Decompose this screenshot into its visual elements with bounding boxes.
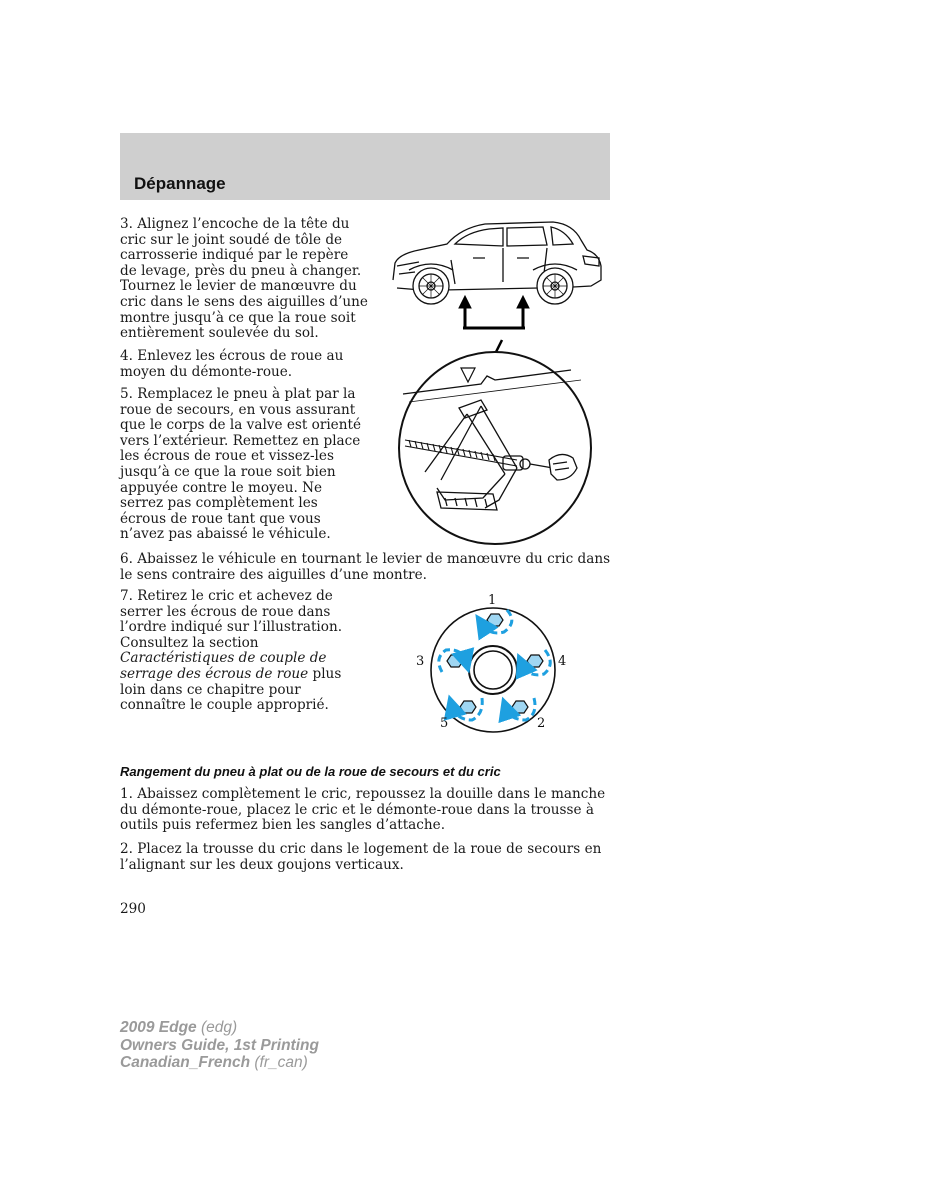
footer-line-2: Owners Guide, 1st Printing (120, 1036, 319, 1054)
storage-section-heading: Rangement du pneu à plat ou de la roue de secours et du cric (120, 764, 501, 779)
footer-line-3 (120, 1054, 319, 1072)
lug-label-5: 5 (440, 716, 449, 731)
storage-step-2-text: 2. Placez la trousse du cric dans le logement de la roue de secours en l’alignant sur les deux goujons verticaux. (120, 841, 602, 873)
jack-lift-illustration (385, 218, 615, 548)
lug-nut-sequence-diagram (410, 590, 580, 740)
section-title: Dépannage (134, 174, 226, 193)
footer-line-1 (120, 1019, 319, 1037)
print-footer (120, 1019, 319, 1072)
step-6-text: 6. Abaissez le véhicule en tournant le levier de manœuvre du cric dans le sens contraire des aiguilles d’une montre. (120, 551, 611, 583)
lug-label-1: 1 (488, 593, 497, 608)
step-5-text: 5. Remplacez le pneu à plat par la roue de secours, en vous assurant que le corps de la valve est orienté vers l’extérieur. Remettez en place les écrous de roue et vissez-les jusqu’à ce que la roue soit bien appuyée contre le moyeu. Ne serrez pas complètement les écrous de roue tant que vous n’avez pas abaissé le véhicule. (120, 386, 361, 543)
footer-model: 2009 Edge (120, 1019, 197, 1036)
vehicle-illustration (393, 222, 601, 304)
step-3-text: 3. Alignez l’encoche de la tête du cric sur le joint soudé de tôle de carrosserie indiqué par le repère de levage, près du pneu à changer. Tournez le levier de manœuvre du cric dans le sens des aiguilles d’une montre jusqu’à ce que la roue soit entièrement soulevée du sol. (120, 216, 368, 342)
step-7-text-end: plus loin dans ce chapitre pour connaître le couple approprié. (120, 665, 342, 714)
footer-model-code: (edg) (196, 1019, 238, 1036)
footer-edition-code: (fr_can) (250, 1054, 308, 1071)
lug-label-3: 3 (416, 654, 425, 669)
torque-section-reference: Caractéristiques de couple de serrage des écrous de roue (120, 650, 327, 682)
section-header-band (120, 133, 610, 200)
lug-label-4: 4 (558, 654, 567, 669)
step-7-text (120, 589, 368, 714)
page-number: 290 (120, 901, 146, 917)
storage-step-1-text: 1. Abaissez complètement le cric, repoussez la douille dans le manche du démonte-roue, placez le cric et le démonte-roue dans la trousse à outils puis refermez bien les sangles d’attache. (120, 786, 606, 834)
step-4-text: 4. Enlevez les écrous de roue au moyen du démonte-roue. (120, 348, 344, 380)
lug-label-2: 2 (537, 716, 546, 731)
footer-edition: Canadian_French (120, 1054, 251, 1071)
scissor-jack-illustration (399, 352, 591, 544)
step-7-text-start: 7. Retirez le cric et achevez de serrer les écrous de roue dans l’ordre indiqué sur l’illustration. Consultez la section (120, 588, 343, 651)
